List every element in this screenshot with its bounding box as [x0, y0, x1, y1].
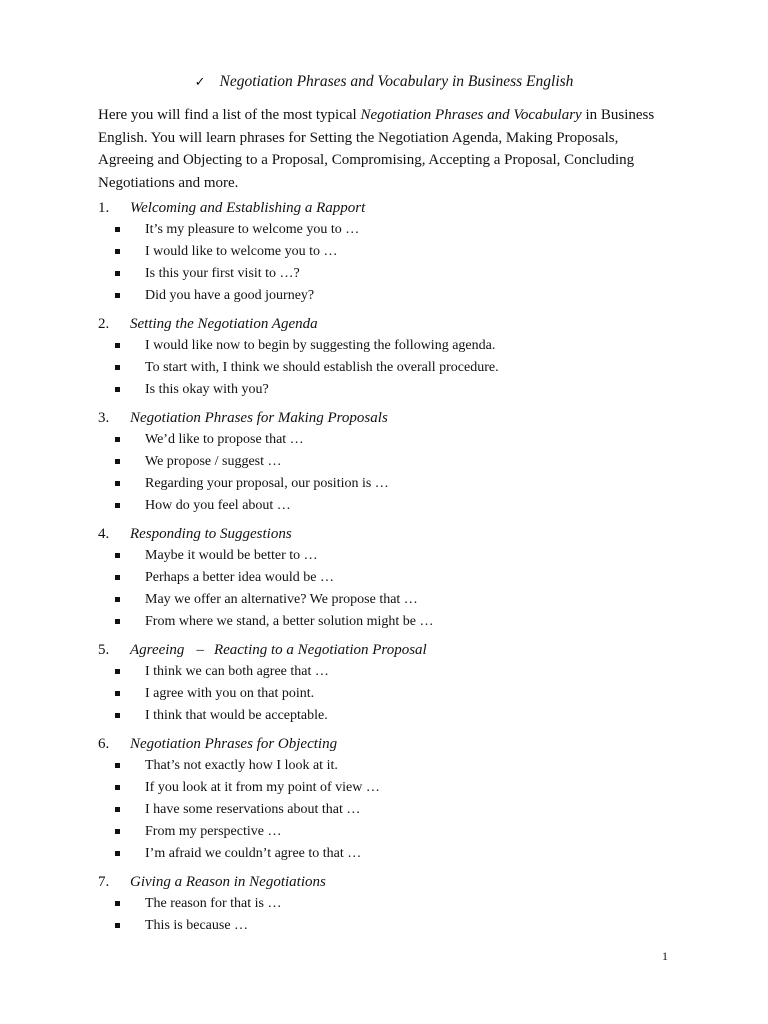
checkmark-icon: ✓ — [194, 74, 206, 89]
intro-paragraph — [98, 104, 658, 194]
section-heading — [98, 197, 698, 219]
list-item — [98, 545, 698, 567]
list-item — [98, 495, 698, 517]
section-title-part: Agreeing — [130, 642, 185, 658]
section-number: 5. — [98, 642, 110, 658]
phrase-list — [98, 893, 698, 937]
page-number: 1 — [662, 949, 668, 963]
list-item — [98, 335, 698, 357]
section-title — [130, 639, 427, 661]
section-title: Setting the Negotiation Agenda — [130, 316, 318, 332]
section-title-dash: – — [196, 642, 204, 658]
section-number: 1. — [98, 200, 110, 216]
phrase-text: I’m afraid we couldn’t agree to that … — [145, 846, 362, 861]
phrase-text: To start with, I think we should establish the overall procedure. — [145, 360, 499, 375]
section-title: Giving a Reason in Negotiations — [130, 874, 326, 890]
list-item — [98, 661, 698, 683]
phrase-list — [98, 219, 698, 307]
square-bullet-icon — [115, 459, 120, 464]
section-title: Responding to Suggestions — [130, 526, 292, 542]
phrase-text: I would like now to begin by suggesting the following agenda. — [145, 338, 496, 353]
square-bullet-icon — [115, 597, 120, 602]
phrase-text: From my perspective … — [145, 824, 282, 839]
square-bullet-icon — [115, 713, 120, 718]
section-number: 6. — [98, 736, 110, 752]
phrase-text: I agree with you on that point. — [145, 686, 315, 701]
section-responding — [98, 523, 698, 633]
section-objecting — [98, 733, 698, 865]
document-title-text: Negotiation Phrases and Vocabulary in Business English — [219, 73, 574, 90]
phrase-text: Did you have a good journey? — [145, 288, 315, 303]
square-bullet-icon — [115, 481, 120, 486]
list-item — [98, 611, 698, 633]
list-item — [98, 893, 698, 915]
list-item — [98, 285, 698, 307]
phrase-text: How do you feel about … — [145, 498, 291, 513]
list-item — [98, 219, 698, 241]
square-bullet-icon — [115, 901, 120, 906]
section-title: Negotiation Phrases for Making Proposals — [130, 410, 388, 426]
list-item — [98, 473, 698, 495]
square-bullet-icon — [115, 669, 120, 674]
phrase-text: I would like to welcome you to … — [145, 244, 338, 259]
phrase-text: Regarding your proposal, our position is … — [145, 476, 389, 491]
intro-emphasis: Negotiation Phrases and Vocabulary — [360, 107, 582, 123]
phrase-text: Is this okay with you? — [145, 382, 269, 397]
phrase-text: From where we stand, a better solution might be … — [145, 614, 434, 629]
phrase-text: I have some reservations about that … — [145, 802, 361, 817]
phrase-sections — [98, 197, 698, 943]
section-reason — [98, 871, 698, 937]
section-heading — [98, 313, 698, 335]
list-item — [98, 379, 698, 401]
section-heading — [98, 639, 698, 661]
section-title: Negotiation Phrases for Objecting — [130, 736, 338, 752]
phrase-list — [98, 545, 698, 633]
square-bullet-icon — [115, 763, 120, 768]
square-bullet-icon — [115, 503, 120, 508]
document-title — [0, 73, 768, 91]
phrase-text: We propose / suggest … — [145, 454, 282, 469]
list-item — [98, 705, 698, 727]
square-bullet-icon — [115, 829, 120, 834]
square-bullet-icon — [115, 785, 120, 790]
intro-text-start: Here you will find a list of the most typical — [98, 107, 361, 123]
section-title-rest: Reacting to a Negotiation Proposal — [213, 642, 427, 658]
phrase-text: The reason for that is … — [145, 896, 282, 911]
list-item — [98, 241, 698, 263]
phrase-text: Is this your first visit to …? — [145, 266, 300, 281]
square-bullet-icon — [115, 293, 120, 298]
phrase-text: I think that would be acceptable. — [145, 708, 328, 723]
list-item — [98, 263, 698, 285]
section-number: 7. — [98, 874, 110, 890]
list-item — [98, 799, 698, 821]
section-welcoming — [98, 197, 698, 307]
square-bullet-icon — [115, 851, 120, 856]
phrase-text: May we offer an alternative? We propose that … — [145, 592, 418, 607]
square-bullet-icon — [115, 553, 120, 558]
phrase-list — [98, 335, 698, 401]
intro-text-end: in Business English. You will learn phrases for Setting the Negotiation Agenda, Making Proposals, Agreeing and Objecting to a Proposal, Compromising, Accepting a Proposal, Concluding Negotiations and more. — [98, 107, 655, 191]
phrase-text: Maybe it would be better to … — [145, 548, 318, 563]
section-heading — [98, 407, 698, 429]
section-agreeing — [98, 639, 698, 727]
list-item — [98, 755, 698, 777]
list-item — [98, 843, 698, 865]
square-bullet-icon — [115, 619, 120, 624]
list-item — [98, 777, 698, 799]
section-heading — [98, 871, 698, 893]
list-item — [98, 683, 698, 705]
phrase-text: We’d like to propose that … — [145, 432, 304, 447]
square-bullet-icon — [115, 343, 120, 348]
square-bullet-icon — [115, 387, 120, 392]
square-bullet-icon — [115, 271, 120, 276]
list-item — [98, 589, 698, 611]
phrase-text: If you look at it from my point of view … — [145, 780, 380, 795]
phrase-list — [98, 661, 698, 727]
section-number: 4. — [98, 526, 110, 542]
section-proposals — [98, 407, 698, 517]
phrase-text: Perhaps a better idea would be … — [145, 570, 334, 585]
list-item — [98, 357, 698, 379]
section-number: 3. — [98, 410, 110, 426]
section-title: Welcoming and Establishing a Rapport — [130, 200, 366, 216]
phrase-text: I think we can both agree that … — [145, 664, 329, 679]
phrase-text: This is because … — [145, 918, 249, 933]
list-item — [98, 821, 698, 843]
square-bullet-icon — [115, 437, 120, 442]
square-bullet-icon — [115, 807, 120, 812]
section-heading — [98, 523, 698, 545]
phrase-text: It’s my pleasure to welcome you to … — [145, 222, 360, 237]
square-bullet-icon — [115, 249, 120, 254]
phrase-list — [98, 755, 698, 865]
phrase-list — [98, 429, 698, 517]
square-bullet-icon — [115, 923, 120, 928]
section-heading — [98, 733, 698, 755]
phrase-text: That’s not exactly how I look at it. — [145, 758, 338, 773]
square-bullet-icon — [115, 365, 120, 370]
square-bullet-icon — [115, 691, 120, 696]
list-item — [98, 451, 698, 473]
list-item — [98, 429, 698, 451]
list-item — [98, 567, 698, 589]
square-bullet-icon — [115, 227, 120, 232]
section-number: 2. — [98, 316, 110, 332]
square-bullet-icon — [115, 575, 120, 580]
section-agenda — [98, 313, 698, 401]
list-item — [98, 915, 698, 937]
